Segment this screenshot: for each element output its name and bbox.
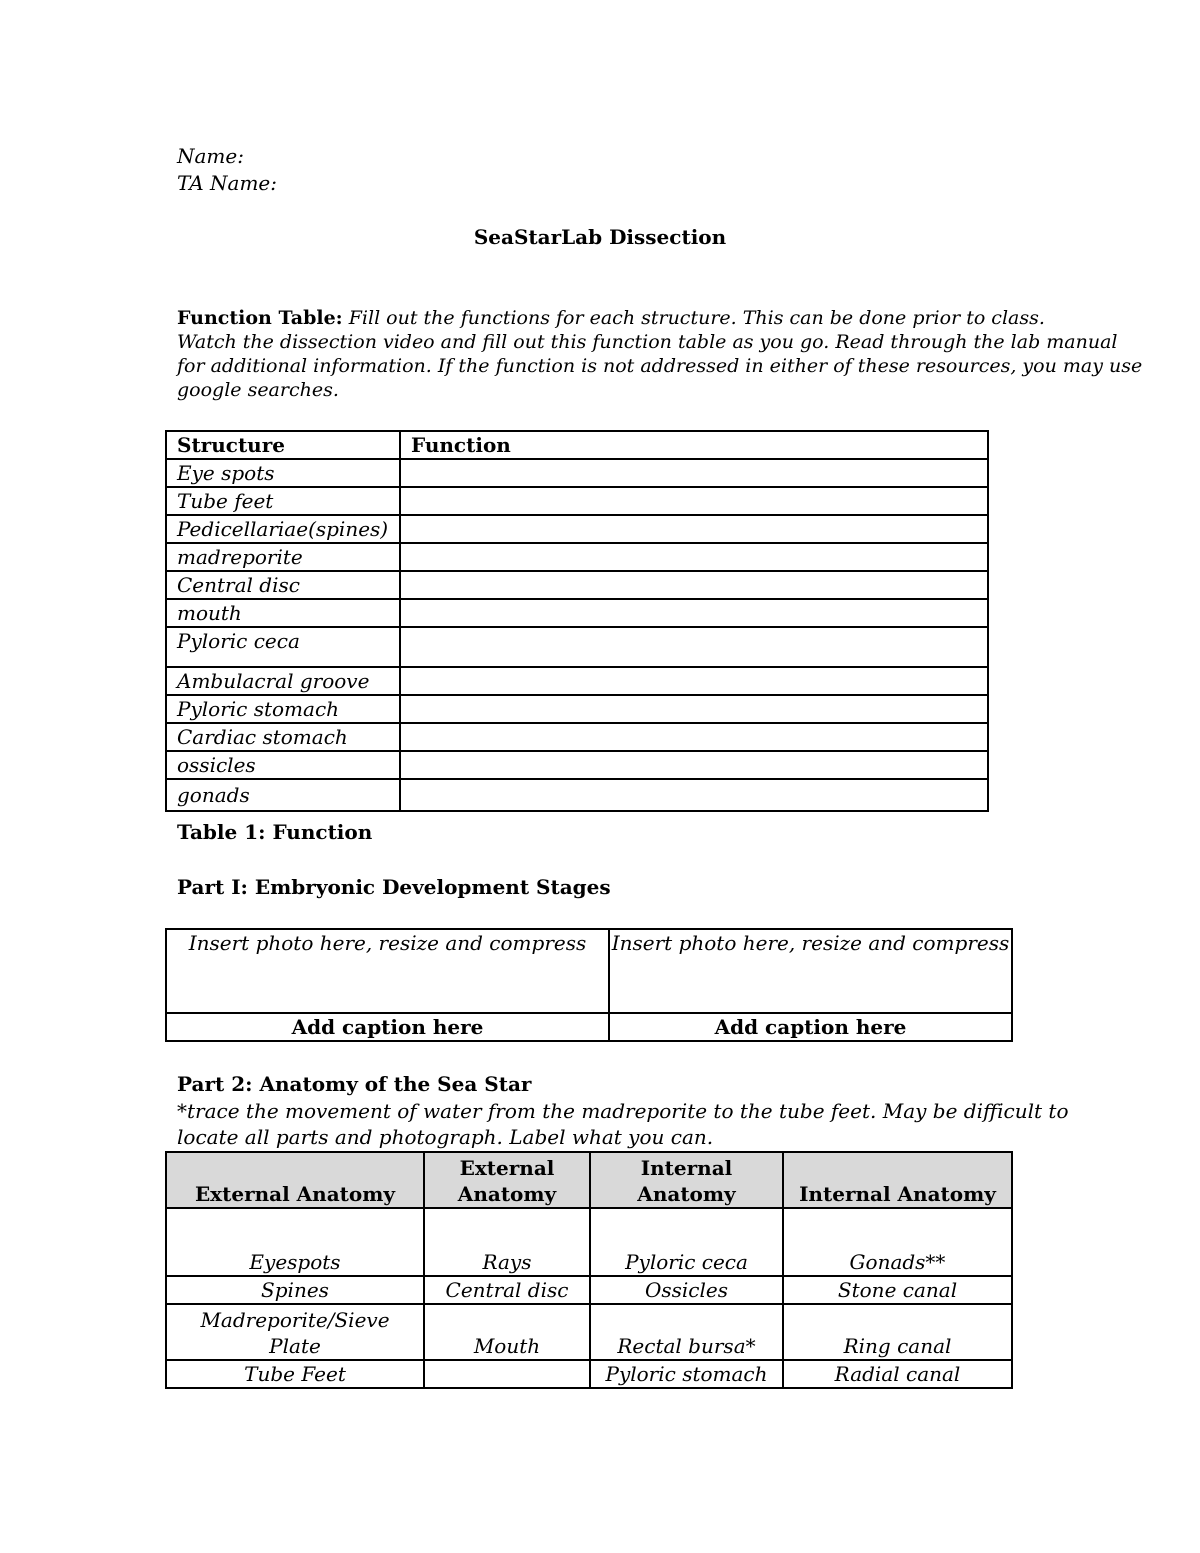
photo-placeholder-2[interactable]: Insert photo here, resize and compress <box>609 929 1012 1013</box>
table-row <box>166 487 988 515</box>
anatomy-cell <box>590 1276 783 1304</box>
header-structure: Structure <box>166 431 400 459</box>
cell-line-2: Ossicles <box>644 1278 729 1302</box>
photo-caption-2[interactable]: Add caption here <box>609 1013 1012 1041</box>
table-row <box>166 1360 1012 1388</box>
anatomy-cell <box>166 1276 424 1304</box>
header-line-2: Internal Anatomy <box>799 1182 996 1206</box>
table-1-caption: Table 1: Function <box>177 820 373 844</box>
anatomy-cell <box>783 1360 1012 1388</box>
structure-cell: Cardiac stomach <box>166 723 400 751</box>
structure-cell: Ambulacral groove <box>166 667 400 695</box>
cell-line-2: Spines <box>261 1278 329 1302</box>
table-row <box>166 515 988 543</box>
function-cell[interactable] <box>400 571 988 599</box>
table-row <box>166 751 988 779</box>
part2-note-line-2: locate all parts and photograph. Label what you can. <box>177 1125 714 1149</box>
cell-line-2: Stone canal <box>837 1278 958 1302</box>
anatomy-header-row <box>166 1152 1012 1208</box>
instructions-line-3: for additional information. If the function is not addressed in either of these resources, you may use <box>177 355 1143 377</box>
table-row <box>166 459 988 487</box>
cell-line-2: Rectal bursa* <box>617 1334 756 1358</box>
structure-cell: mouth <box>166 599 400 627</box>
photo-caption-1[interactable]: Add caption here <box>166 1013 609 1041</box>
part1-heading: Part I: Embryonic Development Stages <box>177 875 611 899</box>
cell-line-2: Pyloric ceca <box>625 1250 748 1274</box>
instructions-line-1 <box>177 306 1045 330</box>
table-row <box>166 543 988 571</box>
table-row <box>166 599 988 627</box>
instructions-line-4: google searches. <box>177 379 339 401</box>
structure-cell: ossicles <box>166 751 400 779</box>
caption-row <box>166 1013 1012 1041</box>
table-row <box>166 1208 1012 1276</box>
function-cell[interactable] <box>400 627 988 667</box>
structure-cell: Pyloric ceca <box>166 627 400 667</box>
table-row <box>166 779 988 811</box>
anatomy-table <box>165 1151 1013 1389</box>
cell-line-2: Radial canal <box>834 1362 961 1386</box>
anatomy-cell <box>166 1208 424 1276</box>
function-table <box>165 430 989 812</box>
cell-line-2: Plate <box>269 1334 321 1358</box>
function-cell[interactable] <box>400 751 988 779</box>
structure-cell: Pedicellariae(spines) <box>166 515 400 543</box>
cell-line-2: Central disc <box>445 1278 569 1302</box>
header-line-1: External <box>459 1156 555 1180</box>
cell-line-1: Madreporite/Sieve <box>200 1308 390 1332</box>
table-row <box>166 1304 1012 1360</box>
anatomy-cell <box>590 1208 783 1276</box>
table-row <box>166 627 988 667</box>
anatomy-cell <box>166 1304 424 1360</box>
photo-table <box>165 928 1013 1042</box>
function-cell[interactable] <box>400 695 988 723</box>
anatomy-header-cell <box>783 1152 1012 1208</box>
header-function: Function <box>400 431 988 459</box>
table-row <box>166 723 988 751</box>
anatomy-cell <box>590 1360 783 1388</box>
photo-row <box>166 929 1012 1013</box>
function-cell[interactable] <box>400 543 988 571</box>
photo-placeholder-1[interactable]: Insert photo here, resize and compress <box>166 929 609 1013</box>
anatomy-cell <box>424 1304 590 1360</box>
structure-cell: madreporite <box>166 543 400 571</box>
cell-line-2: Rays <box>482 1250 532 1274</box>
anatomy-cell <box>424 1360 590 1388</box>
anatomy-header-cell <box>166 1152 424 1208</box>
anatomy-cell <box>783 1304 1012 1360</box>
structure-cell: Eye spots <box>166 459 400 487</box>
function-cell[interactable] <box>400 515 988 543</box>
header-line-1: Internal <box>640 1156 733 1180</box>
cell-line-2: Tube Feet <box>244 1362 346 1386</box>
anatomy-cell <box>424 1208 590 1276</box>
instructions-text-1: Fill out the functions for each structure. This can be done prior to class. <box>348 307 1045 329</box>
anatomy-header-cell <box>590 1152 783 1208</box>
cell-line-2: Mouth <box>473 1334 541 1358</box>
anatomy-cell <box>783 1276 1012 1304</box>
table-row <box>166 1276 1012 1304</box>
cell-line-2: Pyloric stomach <box>605 1362 768 1386</box>
function-cell[interactable] <box>400 459 988 487</box>
anatomy-cell <box>424 1276 590 1304</box>
anatomy-header-cell <box>424 1152 590 1208</box>
anatomy-cell <box>166 1360 424 1388</box>
table-row <box>166 571 988 599</box>
structure-cell: Central disc <box>166 571 400 599</box>
anatomy-cell <box>783 1208 1012 1276</box>
structure-cell: Tube feet <box>166 487 400 515</box>
cell-line-2: Gonads** <box>849 1250 946 1274</box>
instructions-line-2: Watch the dissection video and fill out this function table as you go. Read through the lab manual <box>177 331 1118 353</box>
name-label: Name: <box>177 144 244 168</box>
part2-heading: Part 2: Anatomy of the Sea Star <box>177 1072 532 1096</box>
cell-line-2: Eyespots <box>249 1250 341 1274</box>
anatomy-cell <box>590 1304 783 1360</box>
table-row <box>166 667 988 695</box>
table-row <box>166 695 988 723</box>
function-cell[interactable] <box>400 667 988 695</box>
header-line-2: External Anatomy <box>194 1182 396 1206</box>
function-cell[interactable] <box>400 487 988 515</box>
cell-line-2: Ring canal <box>843 1334 952 1358</box>
header-line-2: Anatomy <box>457 1182 557 1206</box>
function-cell[interactable] <box>400 723 988 751</box>
structure-cell: gonads <box>166 779 400 811</box>
page-title: SeaStarLab Dissection <box>473 225 727 249</box>
ta-name-label: TA Name: <box>177 171 278 195</box>
part2-note-line-1: *trace the movement of water from the madreporite to the tube feet. May be difficult to <box>177 1099 1069 1123</box>
function-cell[interactable] <box>400 599 988 627</box>
function-table-header-row <box>166 431 988 459</box>
header-line-2: Anatomy <box>637 1182 736 1206</box>
function-cell[interactable] <box>400 779 988 811</box>
structure-cell: Pyloric stomach <box>166 695 400 723</box>
instructions-lead: Function Table: <box>177 307 343 329</box>
